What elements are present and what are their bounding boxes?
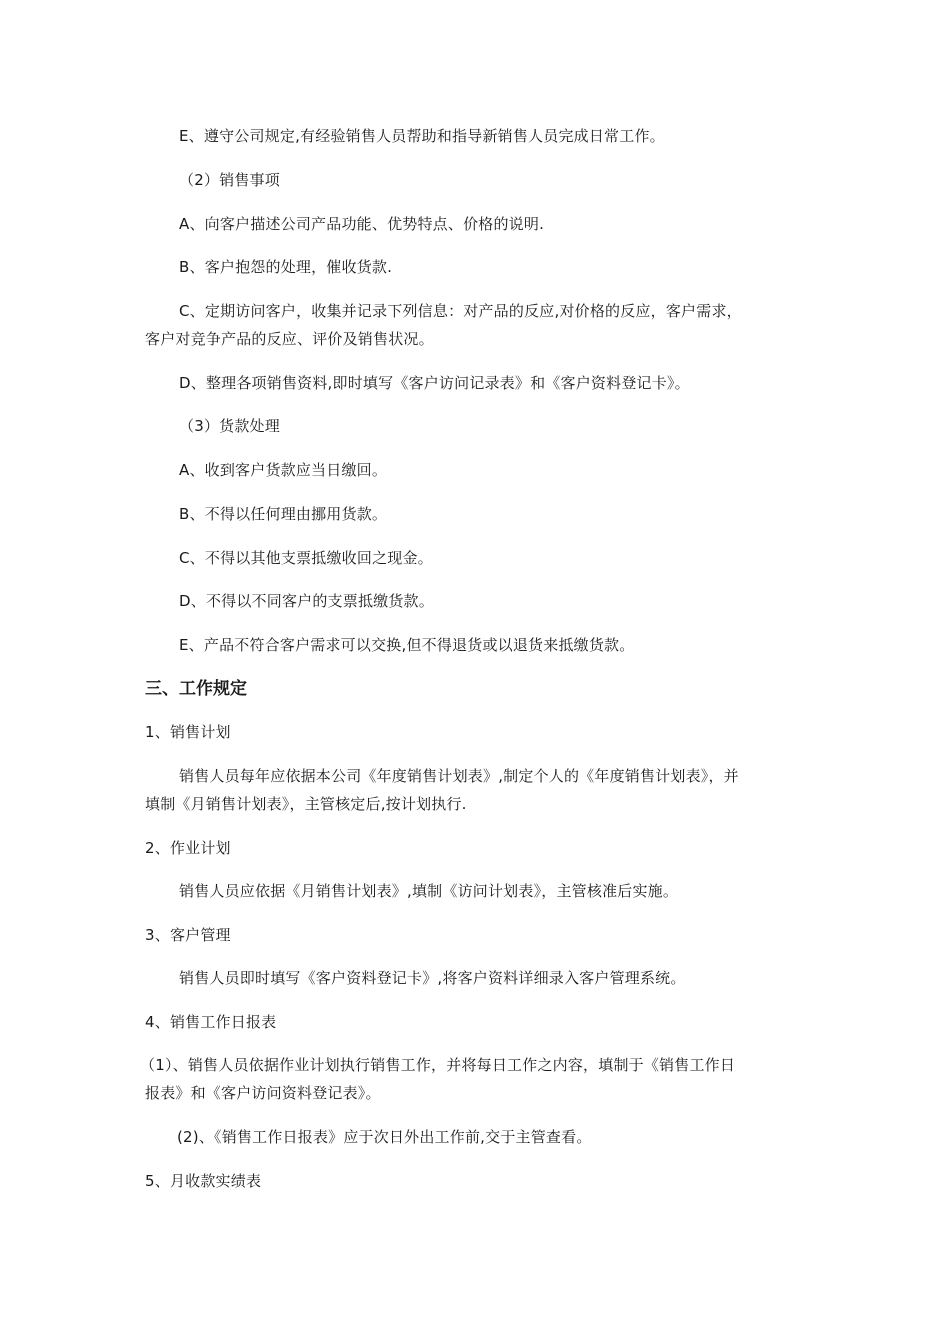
rule4-p1-line2: 报表》和《客户访问资料登记表》。: [145, 1084, 381, 1102]
rule4-title: 4、销售工作日报表: [145, 1013, 277, 1031]
rule4-p1-line1: （1）、销售人员依据作业计划执行销售工作，并将每日工作之内容，填制于《销售工作日: [140, 1056, 736, 1074]
sales-item-c-line1: C、定期访问客户，收集并记录下列信息：对产品的反应,对价格的反应，客户需求，: [179, 302, 742, 320]
payment-item-e: E、产品不符合客户需求可以交换,但不得退货或以退货来抵缴货款。: [179, 636, 635, 654]
section-three-heading: 三、工作规定: [145, 679, 247, 699]
rule2-title: 2、作业计划: [145, 839, 231, 857]
payment-item-d: D、不得以不同客户的支票抵缴货款。: [179, 592, 434, 610]
payment-item-c: C、不得以其他支票抵缴收回之现金。: [179, 549, 433, 567]
sales-item-c-line2: 客户对竞争产品的反应、评价及销售状况。: [145, 330, 434, 348]
rule4-p2: (2)、《销售工作日报表》应于次日外出工作前,交于主管查看。: [177, 1128, 592, 1146]
sales-item-a: A、向客户描述公司产品功能、优势特点、价格的说明.: [179, 215, 545, 233]
payment-item-b: B、不得以任何理由挪用货款。: [179, 505, 388, 523]
rule1-body-line2: 填制《月销售计划表》，主管核定后,按计划执行.: [145, 795, 467, 813]
sales-item-d: D、整理各项销售资料,即时填写《客户访问记录表》和《客户资料登记卡》。: [179, 374, 690, 392]
payment-title: （3）货款处理: [179, 417, 280, 435]
rule3-title: 3、客户管理: [145, 926, 231, 944]
payment-item-a: A、收到客户货款应当日缴回。: [179, 461, 388, 479]
rule1-title: 1、销售计划: [145, 723, 231, 741]
rule3-body: 销售人员即时填写《客户资料登记卡》,将客户资料详细录入客户管理系统。: [179, 969, 686, 987]
rule2-body: 销售人员应依据《月销售计划表》,填制《访问计划表》，主管核准后实施。: [179, 882, 679, 900]
rule-e-line: E、遵守公司规定,有经验销售人员帮助和指导新销售人员完成日常工作。: [179, 127, 665, 145]
sales-item-b: B、客户抱怨的处理，催收货款.: [179, 258, 393, 276]
sales-items-title: （2）销售事项: [179, 171, 280, 189]
rule5-title: 5、月收款实绩表: [145, 1172, 262, 1190]
rule1-body-line1: 销售人员每年应依据本公司《年度销售计划表》,制定个人的《年度销售计划表》，并: [179, 767, 739, 785]
